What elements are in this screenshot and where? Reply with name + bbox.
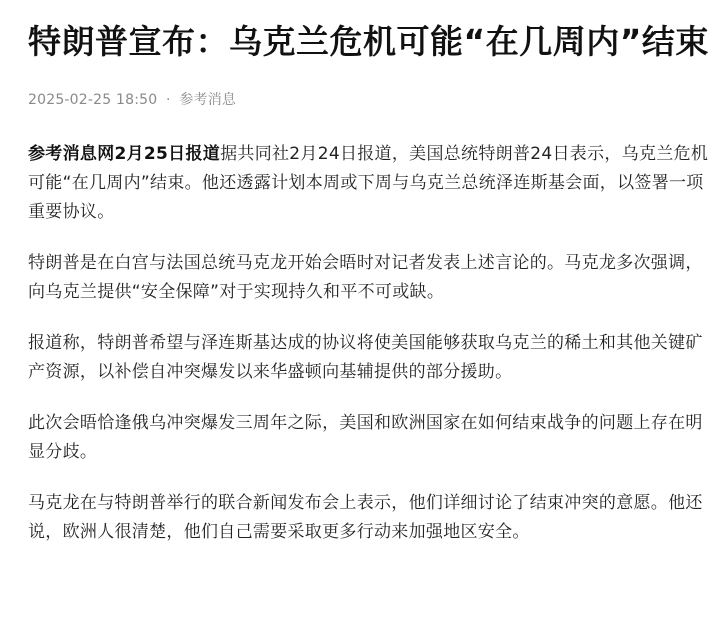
source-name[interactable]: 参考消息 bbox=[179, 92, 237, 108]
article-title: 特朗普宣布：乌克兰危机可能“在几周内”结束 bbox=[28, 22, 709, 61]
article-body bbox=[28, 140, 718, 547]
meta-separator: · bbox=[166, 92, 171, 108]
paragraph-1 bbox=[28, 140, 718, 227]
paragraph-1-text: 据共同社2月24日报道，美国总统特朗普24日表示，乌克兰危机可能“在几周内”结束。他还透露计划本周或下周与乌克兰总统泽连斯基会面，以签署一项重要协议。 bbox=[28, 144, 709, 222]
publish-date: 2025-02-25 18:50 bbox=[28, 92, 158, 108]
paragraph-3: 报道称，特朗普希望与泽连斯基达成的协议将使美国能够获取乌克兰的稀土和其他关键矿产资源，以补偿自冲突爆发以来华盛顿向基辅提供的部分援助。 bbox=[28, 333, 703, 382]
article-meta bbox=[28, 90, 726, 110]
dateline: 参考消息网2月25日报道 bbox=[28, 144, 221, 164]
paragraph-5: 马克龙在与特朗普举行的联合新闻发布会上表示，他们详细讨论了结束冲突的意愿。他还说，欧洲人很清楚，他们自己需要采取更多行动来加强地区安全。 bbox=[28, 493, 703, 542]
paragraph-2: 特朗普是在白宫与法国总统马克龙开始会晤时对记者发表上述言论的。马克龙多次强调，向乌克兰提供“安全保障”对于实现持久和平不可或缺。 bbox=[28, 253, 703, 302]
paragraph-4: 此次会晤恰逢俄乌冲突爆发三周年之际，美国和欧洲国家在如何结束战争的问题上存在明显分歧。 bbox=[28, 413, 703, 462]
